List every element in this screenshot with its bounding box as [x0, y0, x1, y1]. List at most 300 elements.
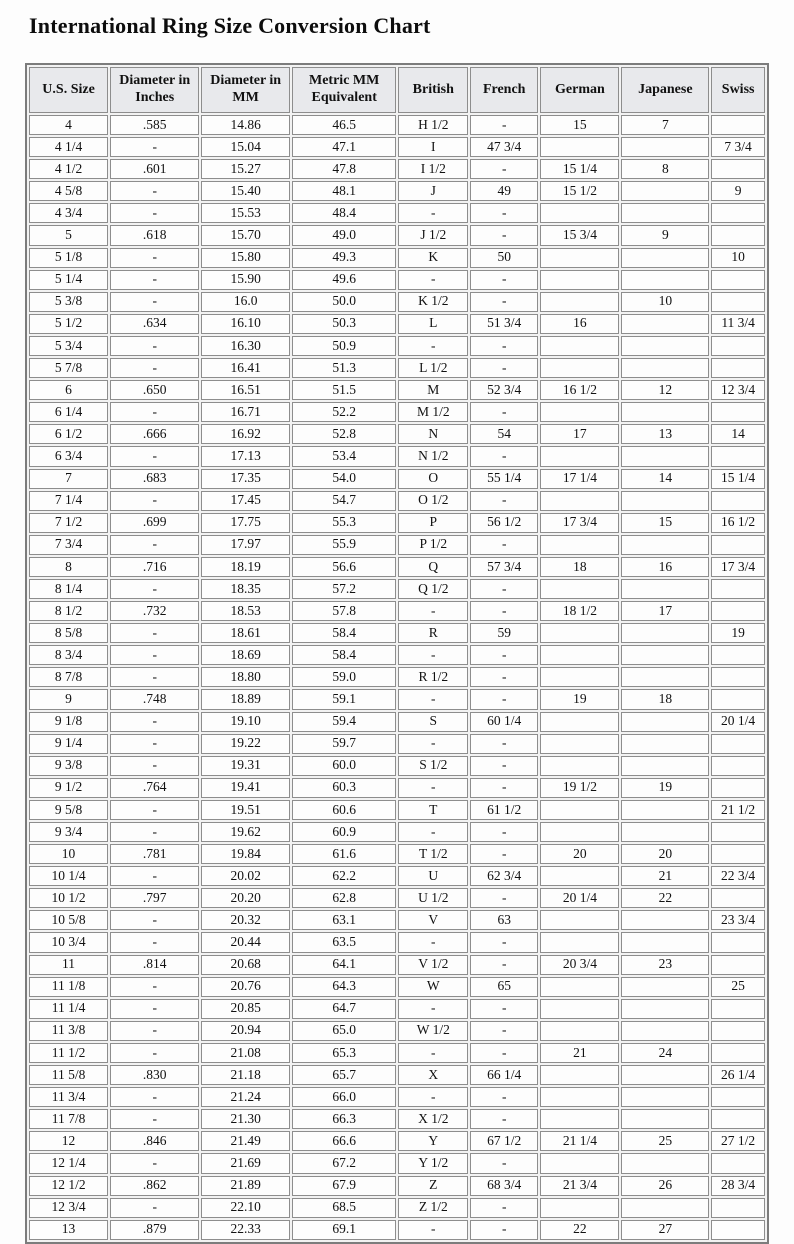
table-cell [711, 535, 765, 555]
table-row [29, 1198, 765, 1218]
table-cell: 18.80 [201, 667, 290, 687]
table-cell: 9 [29, 689, 108, 709]
table-cell: - [110, 977, 199, 997]
table-cell: 60.6 [292, 800, 397, 820]
table-cell: 17.13 [201, 446, 290, 466]
table-cell [621, 1021, 709, 1041]
table-cell [711, 1043, 765, 1063]
table-cell [621, 712, 709, 732]
table-cell: 15.70 [201, 225, 290, 245]
table-cell [540, 248, 619, 268]
table-cell: - [470, 778, 538, 798]
table-cell: 67.9 [292, 1176, 397, 1196]
table-cell [711, 955, 765, 975]
table-cell: 21.89 [201, 1176, 290, 1196]
table-cell: Q [398, 557, 468, 577]
table-cell: R [398, 623, 468, 643]
table-cell [540, 358, 619, 378]
table-cell: 16 [540, 314, 619, 334]
table-cell [540, 292, 619, 312]
table-cell: 20 3/4 [540, 955, 619, 975]
table-row [29, 1153, 765, 1173]
table-cell [711, 115, 765, 135]
table-cell [711, 336, 765, 356]
table-cell: T 1/2 [398, 844, 468, 864]
page-title: International Ring Size Conversion Chart [29, 13, 431, 38]
table-cell: 20.02 [201, 866, 290, 886]
table-cell: 58.4 [292, 623, 397, 643]
table-cell: R 1/2 [398, 667, 468, 687]
table-cell: 6 3/4 [29, 446, 108, 466]
table-cell: 17 [540, 424, 619, 444]
table-cell: 14.86 [201, 115, 290, 135]
table-cell: 8 1/2 [29, 601, 108, 621]
table-row [29, 203, 765, 223]
table-row [29, 822, 765, 842]
table-cell: 21.49 [201, 1131, 290, 1151]
table-cell [621, 402, 709, 422]
column-header: British [398, 67, 468, 113]
table-cell: 20.94 [201, 1021, 290, 1041]
table-cell [540, 910, 619, 930]
table-cell [711, 402, 765, 422]
table-cell: 55.3 [292, 513, 397, 533]
table-row [29, 955, 765, 975]
table-cell: 65.3 [292, 1043, 397, 1063]
table-cell: - [470, 270, 538, 290]
table-cell: 19 [540, 689, 619, 709]
table-cell: 64.7 [292, 999, 397, 1019]
table-cell: 15.53 [201, 203, 290, 223]
table-cell: 6 [29, 380, 108, 400]
table-cell: 11 1/8 [29, 977, 108, 997]
table-cell [540, 999, 619, 1019]
table-cell: - [110, 1109, 199, 1129]
table-cell: 21 [621, 866, 709, 886]
table-row [29, 1109, 765, 1129]
table-cell: 16 1/2 [540, 380, 619, 400]
table-cell: 52 3/4 [470, 380, 538, 400]
table-cell [621, 910, 709, 930]
table-cell: 12 3/4 [711, 380, 765, 400]
table-cell: 57 3/4 [470, 557, 538, 577]
table-cell [711, 1198, 765, 1218]
table-cell: 21.30 [201, 1109, 290, 1129]
column-header: German [540, 67, 619, 113]
table-cell: - [110, 623, 199, 643]
table-cell: 11 [29, 955, 108, 975]
table-cell: P 1/2 [398, 535, 468, 555]
table-cell [621, 535, 709, 555]
table-cell: - [398, 822, 468, 842]
table-cell [621, 734, 709, 754]
table-cell: 7 3/4 [711, 137, 765, 157]
table-cell: 18.69 [201, 645, 290, 665]
table-row [29, 844, 765, 864]
table-cell: 17 3/4 [540, 513, 619, 533]
table-cell [621, 270, 709, 290]
table-cell: J 1/2 [398, 225, 468, 245]
table-cell: 17.35 [201, 469, 290, 489]
table-cell: 16 1/2 [711, 513, 765, 533]
table-cell: 15 1/4 [540, 159, 619, 179]
table-cell: .764 [110, 778, 199, 798]
table-cell: - [398, 1220, 468, 1240]
table-cell: U 1/2 [398, 888, 468, 908]
table-cell: N [398, 424, 468, 444]
table-cell: - [470, 1021, 538, 1041]
table-cell [540, 1198, 619, 1218]
table-cell: 15.04 [201, 137, 290, 157]
table-row [29, 623, 765, 643]
table-cell [621, 623, 709, 643]
table-cell: 10 1/4 [29, 866, 108, 886]
table-cell: - [470, 1087, 538, 1107]
table-cell: 50.3 [292, 314, 397, 334]
table-cell: 11 5/8 [29, 1065, 108, 1085]
table-cell: - [110, 734, 199, 754]
table-cell: 60.0 [292, 756, 397, 776]
table-cell [621, 336, 709, 356]
table-cell: .830 [110, 1065, 199, 1085]
table-row [29, 181, 765, 201]
table-cell: 62 3/4 [470, 866, 538, 886]
table-cell [711, 1220, 765, 1240]
table-cell: .716 [110, 557, 199, 577]
table-cell [540, 756, 619, 776]
table-cell: .618 [110, 225, 199, 245]
table-cell: 10 [621, 292, 709, 312]
table-cell: U [398, 866, 468, 886]
table-cell: 11 1/2 [29, 1043, 108, 1063]
table-cell: 22 [621, 888, 709, 908]
table-cell: Y [398, 1131, 468, 1151]
table-cell: 57.8 [292, 601, 397, 621]
table-cell: .683 [110, 469, 199, 489]
table-cell: 18 1/2 [540, 601, 619, 621]
table-cell: 50.9 [292, 336, 397, 356]
table-cell: 47.1 [292, 137, 397, 157]
table-cell [621, 932, 709, 952]
table-cell: 21.18 [201, 1065, 290, 1085]
table-cell: 20.32 [201, 910, 290, 930]
table-cell: 24 [621, 1043, 709, 1063]
table-cell [621, 756, 709, 776]
table-cell: 27 [621, 1220, 709, 1240]
table-cell [540, 491, 619, 511]
table-cell [711, 734, 765, 754]
table-cell: 54.0 [292, 469, 397, 489]
table-cell: - [398, 270, 468, 290]
table-cell: 14 [621, 469, 709, 489]
table-cell: 51.5 [292, 380, 397, 400]
table-cell [621, 314, 709, 334]
table-cell [621, 1087, 709, 1107]
table-cell [540, 1065, 619, 1085]
table-cell: 10 [711, 248, 765, 268]
table-cell: 23 [621, 955, 709, 975]
table-cell: - [110, 535, 199, 555]
table-cell: 59.7 [292, 734, 397, 754]
table-cell [711, 601, 765, 621]
table-row [29, 1065, 765, 1085]
table-cell [621, 579, 709, 599]
table-cell: 5 3/8 [29, 292, 108, 312]
table-cell: 8 [621, 159, 709, 179]
table-cell: - [110, 822, 199, 842]
table-cell: 21 3/4 [540, 1176, 619, 1196]
table-cell [621, 999, 709, 1019]
table-cell [540, 866, 619, 886]
table-cell: - [470, 446, 538, 466]
table-cell [621, 667, 709, 687]
table-cell: .634 [110, 314, 199, 334]
table-cell: - [398, 1087, 468, 1107]
table-cell: 17 3/4 [711, 557, 765, 577]
table-cell: - [398, 932, 468, 952]
table-cell: 19.22 [201, 734, 290, 754]
table-cell: 17.45 [201, 491, 290, 511]
table-cell: 8 1/4 [29, 579, 108, 599]
table-cell: 16.92 [201, 424, 290, 444]
table-cell: 26 [621, 1176, 709, 1196]
table-row [29, 402, 765, 422]
table-cell: 21 1/4 [540, 1131, 619, 1151]
table-cell: 20 1/4 [711, 712, 765, 732]
table-row [29, 977, 765, 997]
table-cell: 15.80 [201, 248, 290, 268]
table-cell: K 1/2 [398, 292, 468, 312]
table-cell: - [110, 137, 199, 157]
table-row [29, 535, 765, 555]
table-cell: - [110, 667, 199, 687]
table-cell [540, 203, 619, 223]
table-cell: - [470, 358, 538, 378]
table-cell: 16.71 [201, 402, 290, 422]
table-cell: 65 [470, 977, 538, 997]
table-row [29, 756, 765, 776]
table-cell: - [470, 689, 538, 709]
table-cell: .781 [110, 844, 199, 864]
table-cell: 18.19 [201, 557, 290, 577]
table-cell: 17 [621, 601, 709, 621]
table-cell: - [110, 579, 199, 599]
table-cell: 54.7 [292, 491, 397, 511]
table-cell: - [110, 358, 199, 378]
table-cell: .585 [110, 115, 199, 135]
table-row [29, 667, 765, 687]
table-cell: - [398, 689, 468, 709]
table-cell [540, 932, 619, 952]
table-cell: Z [398, 1176, 468, 1196]
table-cell: L 1/2 [398, 358, 468, 378]
table-cell: 28 3/4 [711, 1176, 765, 1196]
table-cell: 19 [621, 778, 709, 798]
table-cell: 4 1/2 [29, 159, 108, 179]
table-row [29, 248, 765, 268]
table-cell: - [470, 932, 538, 952]
table-cell [621, 248, 709, 268]
table-cell: 11 7/8 [29, 1109, 108, 1129]
table-cell: - [470, 999, 538, 1019]
table-row [29, 932, 765, 952]
table-cell: X [398, 1065, 468, 1085]
table-cell: - [470, 203, 538, 223]
table-cell: 21 [540, 1043, 619, 1063]
table-cell: 61.6 [292, 844, 397, 864]
table-cell: 20.20 [201, 888, 290, 908]
table-row [29, 225, 765, 245]
table-cell: 4 [29, 115, 108, 135]
table-cell: - [470, 336, 538, 356]
table-row [29, 1176, 765, 1196]
table-cell: 68 3/4 [470, 1176, 538, 1196]
table-cell: 5 3/4 [29, 336, 108, 356]
table-cell: 63.5 [292, 932, 397, 952]
table-row [29, 579, 765, 599]
table-cell [540, 137, 619, 157]
table-cell [711, 358, 765, 378]
table-cell [540, 402, 619, 422]
table-cell: 67 1/2 [470, 1131, 538, 1151]
table-cell: - [470, 822, 538, 842]
table-cell [711, 1109, 765, 1129]
table-row [29, 1087, 765, 1107]
table-cell: T [398, 800, 468, 820]
table-cell: 22.10 [201, 1198, 290, 1218]
table-cell: - [110, 1198, 199, 1218]
table-cell: - [110, 203, 199, 223]
table-cell: - [110, 1043, 199, 1063]
table-cell: 15 [621, 513, 709, 533]
table-cell: - [398, 778, 468, 798]
table-cell: 60.3 [292, 778, 397, 798]
table-cell: 14 [711, 424, 765, 444]
table-cell [621, 446, 709, 466]
table-cell [621, 1109, 709, 1129]
table-cell: 8 [29, 557, 108, 577]
table-cell [621, 645, 709, 665]
table-cell: - [470, 844, 538, 864]
table-cell [711, 645, 765, 665]
table-cell [540, 1153, 619, 1173]
table-cell: 9 1/4 [29, 734, 108, 754]
table-cell: - [110, 1087, 199, 1107]
table-cell: 59.0 [292, 667, 397, 687]
table-cell: 19 1/2 [540, 778, 619, 798]
table-cell: 15 1/2 [540, 181, 619, 201]
table-cell: K [398, 248, 468, 268]
table-row [29, 910, 765, 930]
table-cell: 9 [711, 181, 765, 201]
table-cell: M [398, 380, 468, 400]
table-cell: - [110, 999, 199, 1019]
table-cell [540, 446, 619, 466]
table-cell [621, 358, 709, 378]
table-cell: - [470, 115, 538, 135]
table-cell: P [398, 513, 468, 533]
table-cell [540, 1087, 619, 1107]
table-cell: 63.1 [292, 910, 397, 930]
table-cell: - [110, 910, 199, 930]
table-cell: 60.9 [292, 822, 397, 842]
table-cell: 52.2 [292, 402, 397, 422]
table-cell: 19.51 [201, 800, 290, 820]
table-cell: 18.53 [201, 601, 290, 621]
table-cell: 49.6 [292, 270, 397, 290]
table-cell: 21.24 [201, 1087, 290, 1107]
table-cell: 15.40 [201, 181, 290, 201]
table-cell: V [398, 910, 468, 930]
table-cell: 19.84 [201, 844, 290, 864]
table-cell: 20 [540, 844, 619, 864]
table-cell: - [110, 270, 199, 290]
table-cell: 11 3/4 [711, 314, 765, 334]
table-cell: 6 1/4 [29, 402, 108, 422]
table-cell: 50 [470, 248, 538, 268]
table-cell: - [110, 800, 199, 820]
table-cell: 7 [621, 115, 709, 135]
table-cell: 23 3/4 [711, 910, 765, 930]
table-cell: - [398, 645, 468, 665]
table-cell: 56 1/2 [470, 513, 538, 533]
table-cell: .650 [110, 380, 199, 400]
table-cell: I 1/2 [398, 159, 468, 179]
table-cell: .846 [110, 1131, 199, 1151]
table-cell: - [470, 402, 538, 422]
table-cell: L [398, 314, 468, 334]
table-cell: Z 1/2 [398, 1198, 468, 1218]
table-row [29, 513, 765, 533]
table-cell: 12 3/4 [29, 1198, 108, 1218]
table-cell: 54 [470, 424, 538, 444]
table-cell: 18.89 [201, 689, 290, 709]
table-cell: - [470, 1220, 538, 1240]
table-cell: - [470, 579, 538, 599]
table-cell: - [470, 1043, 538, 1063]
table-cell: 49 [470, 181, 538, 201]
table-cell: 7 1/4 [29, 491, 108, 511]
table-cell: - [470, 1198, 538, 1218]
table-cell [711, 756, 765, 776]
table-cell [711, 1153, 765, 1173]
table-row [29, 645, 765, 665]
table-cell [711, 159, 765, 179]
table-cell: 52.8 [292, 424, 397, 444]
table-cell: 20.44 [201, 932, 290, 952]
table-cell: 66 1/4 [470, 1065, 538, 1085]
table-cell: 8 7/8 [29, 667, 108, 687]
table-cell: - [470, 645, 538, 665]
table-cell: 12 [29, 1131, 108, 1151]
table-cell: M 1/2 [398, 402, 468, 422]
table-cell [711, 999, 765, 1019]
table-cell: 4 3/4 [29, 203, 108, 223]
table-cell: 22 [540, 1220, 619, 1240]
table-cell: 18.35 [201, 579, 290, 599]
table-row [29, 1131, 765, 1151]
table-cell [711, 203, 765, 223]
table-cell: 7 1/2 [29, 513, 108, 533]
table-row [29, 115, 765, 135]
table-cell [621, 1198, 709, 1218]
table-cell: 9 1/8 [29, 712, 108, 732]
table-cell: 16.10 [201, 314, 290, 334]
table-cell [621, 203, 709, 223]
table-cell [540, 1109, 619, 1129]
table-cell [711, 270, 765, 290]
table-cell [711, 225, 765, 245]
